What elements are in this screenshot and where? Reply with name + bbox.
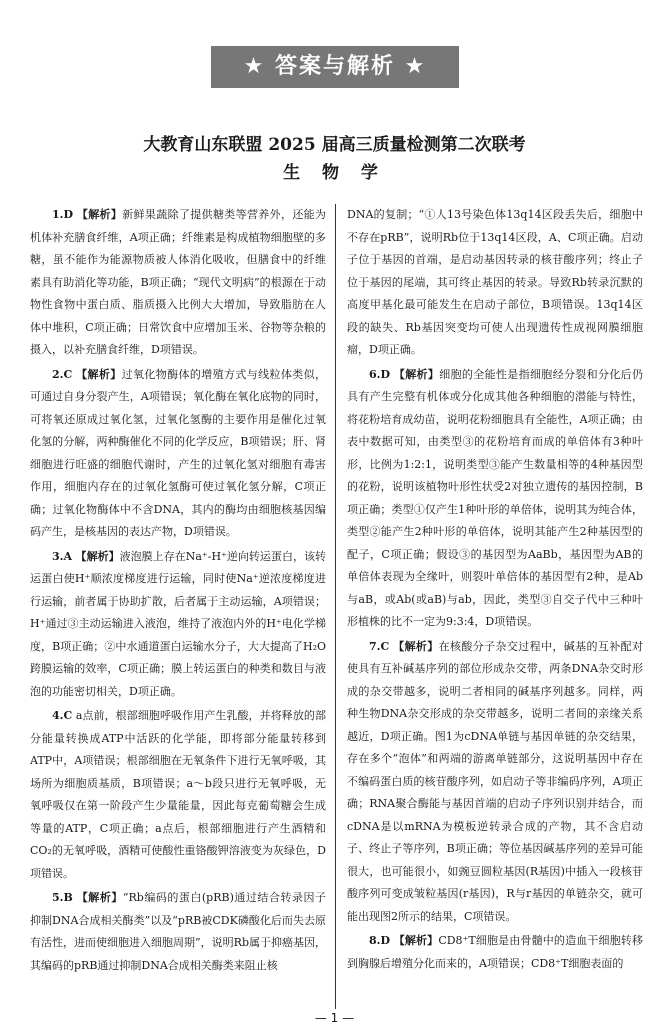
answer-item-8: 8.D 【解析】CD8⁺T细胞是由骨髓中的造血干细胞转移到胸腺后增殖分化而来的，A项错误；CD8⁺T细胞表面的 [347,934,643,970]
answer-item-7: 7.C 【解析】在核酸分子杂交过程中，碱基的互补配对使具有互补碱基序列的部位形成杂交带，两条DNA杂交时形成的杂交带越多，说明二者相同的碱基序列越多。同样，两种生物DNA杂交形成的杂交带越多，说明二者间的亲缘关系越近，D项正确。图1为cDNA单链与基因单链的杂交结果，存在多个“泡体”和两端的游离单链部分，这说明基因中存在不编码蛋白质的核苷酸序列，如启动子等非编码序列，A项正确；RNA聚合酶能与基因首端的启动子序列识别并结合，而cDNA是以mRNA为模板逆转录合成的产物，其不含启动子、终止子等序列，B项正确；等位基因碱基序列的差异可能很大，也可能很小，如豌豆圆粒基因(R基因)中插入一段核苷酸序列可变成皱粒基因(r基因)，R与r基因的单链杂交，就可能出现图2所示的结果，C项错误。 [347,639,643,923]
answer-item-1: 1.D 【解析】新鲜果蔬除了提供糖类等营养外，还能为机体补充膳食纤维，A项正确；纤维素是构成植物细胞壁的多糖，虽不能作为能源物质被人体消化吸收，但膳食中的纤维素具有助消化等功能，B项正确；“现代文明病”的根源在于动物性食物中蛋白质、脂质摄入比例大大增加，导致脂肪在人体中堆积，C项正确；日常饮食中应增加玉米、谷物等杂粮的摄入，以补充膳食纤维，D项错误。 [30,208,326,356]
answer-item-6: 6.D 【解析】细胞的全能性是指细胞经分裂和分化后仍具有产生完整有机体或分化成其他各种细胞的潜能与特性，将花粉培育成幼苗，说明花粉细胞具有全能性，A项正确；由表中数据可知，由类型③的花粉培育而成的单倍体有3种叶形，比例为1:2:1，说明类型③能产生数量相等的4种基因型的花粉，说明该植物叶形性状受2对独立遗传的基因控制，B项正确；类型①仅产生1种叶形的单倍体，说明其为纯合体，类型②能产生2种叶形的单倍体，说明其能产生2种基因型的配子，C项正确；假设③的基因型为AaBb，基因型为AB的单倍体表现为全缘叶，则裂叶单倍体的基因型有2种，是Ab与aB，或Ab(或aB)与ab，因此，类型③自交子代中三种叶形植株的比不一定为9:3:4，D项错误。 [347,367,643,628]
page-number: — 1 — [314,1011,355,1025]
left-column [30,204,326,1009]
answer-item-4: 4.C a点前，根部细胞呼吸作用产生乳酸，并将释放的部分能量转换成ATP中活跃的化学能，即将部分能量转移到ATP中，A项错误；根部细胞在无氧条件下进行无氧呼吸，其场所为细胞质基质，B项错误；a～b段只进行无氧呼吸，无氧呼吸仅在第一阶段产生少量能量，因此每克葡萄糖会生成等量的ATP，C项正确；a点后，根部细胞进行产生酒精和CO₂的无氧呼吸，酒精可使酸性重铬酸钾溶液变为灰绿色，D项错误。 [30,709,326,880]
exam-title: 大教育山东联盟 2025 届高三质量检测第二次联考 [143,135,526,155]
column-divider [335,204,336,1009]
answer-analysis-banner: ★ 答案与解析 ★ [211,46,459,88]
right-column [347,204,643,1009]
answer-item-2: 2.C 【解析】过氧化物酶体的增殖方式与线粒体类似，可通过自身分裂产生，A项错误；氧化酶在氧化底物的同时，可将氧还原成过氧化氢，过氧化氢酶的主要作用是催化过氧化氢的分解，两种酶催化不同的化学反应，B项错误；肝、肾细胞进行旺盛的细胞代谢时，产生的过氧化氢对细胞有毒害作用，细胞内存在的过氧化氢酶可使过氧化氢分解，C项正确；过氧化物酶体中不含DNA，其内的酶均由细胞核基因编码产生，是核基因的表达产物，D项错误。 [30,367,326,538]
answer-item-3: 3.A 【解析】液泡膜上存在Na⁺-H⁺逆向转运蛋白，该转运蛋白使H⁺顺浓度梯度进行运输，同时使Na⁺逆浓度梯度进行运输，前者属于协助扩散，后者属于主动运输，A项错误；H⁺通过③主动运输进入液泡，维持了液泡内外的H⁺电化学梯度，B项正确；②中水通道蛋白运输水分子，大大提高了H₂O跨膜运输的效率，C项正确；膜上转运蛋白的种类和数目与液泡的功能密切相关，D项正确。 [30,549,326,698]
subject-title: 生 物 学 [283,163,386,183]
answer-item-5: 5.B 【解析】“Rb编码的蛋白(pRB)通过结合转录因子抑制DNA合成相关酶类”以及“pRB被CDK磷酸化后而失去原有活性，进而使细胞进入细胞周期”，说明Rb属于抑癌基因，其编码的pRB通过抑制DNA合成相关酶类来阻止核 [30,891,326,972]
answer-item-5-continued: DNA的复制；“①人13号染色体13q14区段丢失后，细胞中不存在pRB”，说明Rb位于13q14区段，A、C项正确。启动子位于基因的首端，是启动基因转录的核苷酸序列；终止子位于基因的尾端，其可终止基因的转录。导致Rb转录沉默的高度甲基化最可能发生在启动子部位，B项错误。13q14区段的缺失、Rb基因突变均可使人出现遗传性成视网膜细胞瘤，D项正确。 [347,208,643,356]
